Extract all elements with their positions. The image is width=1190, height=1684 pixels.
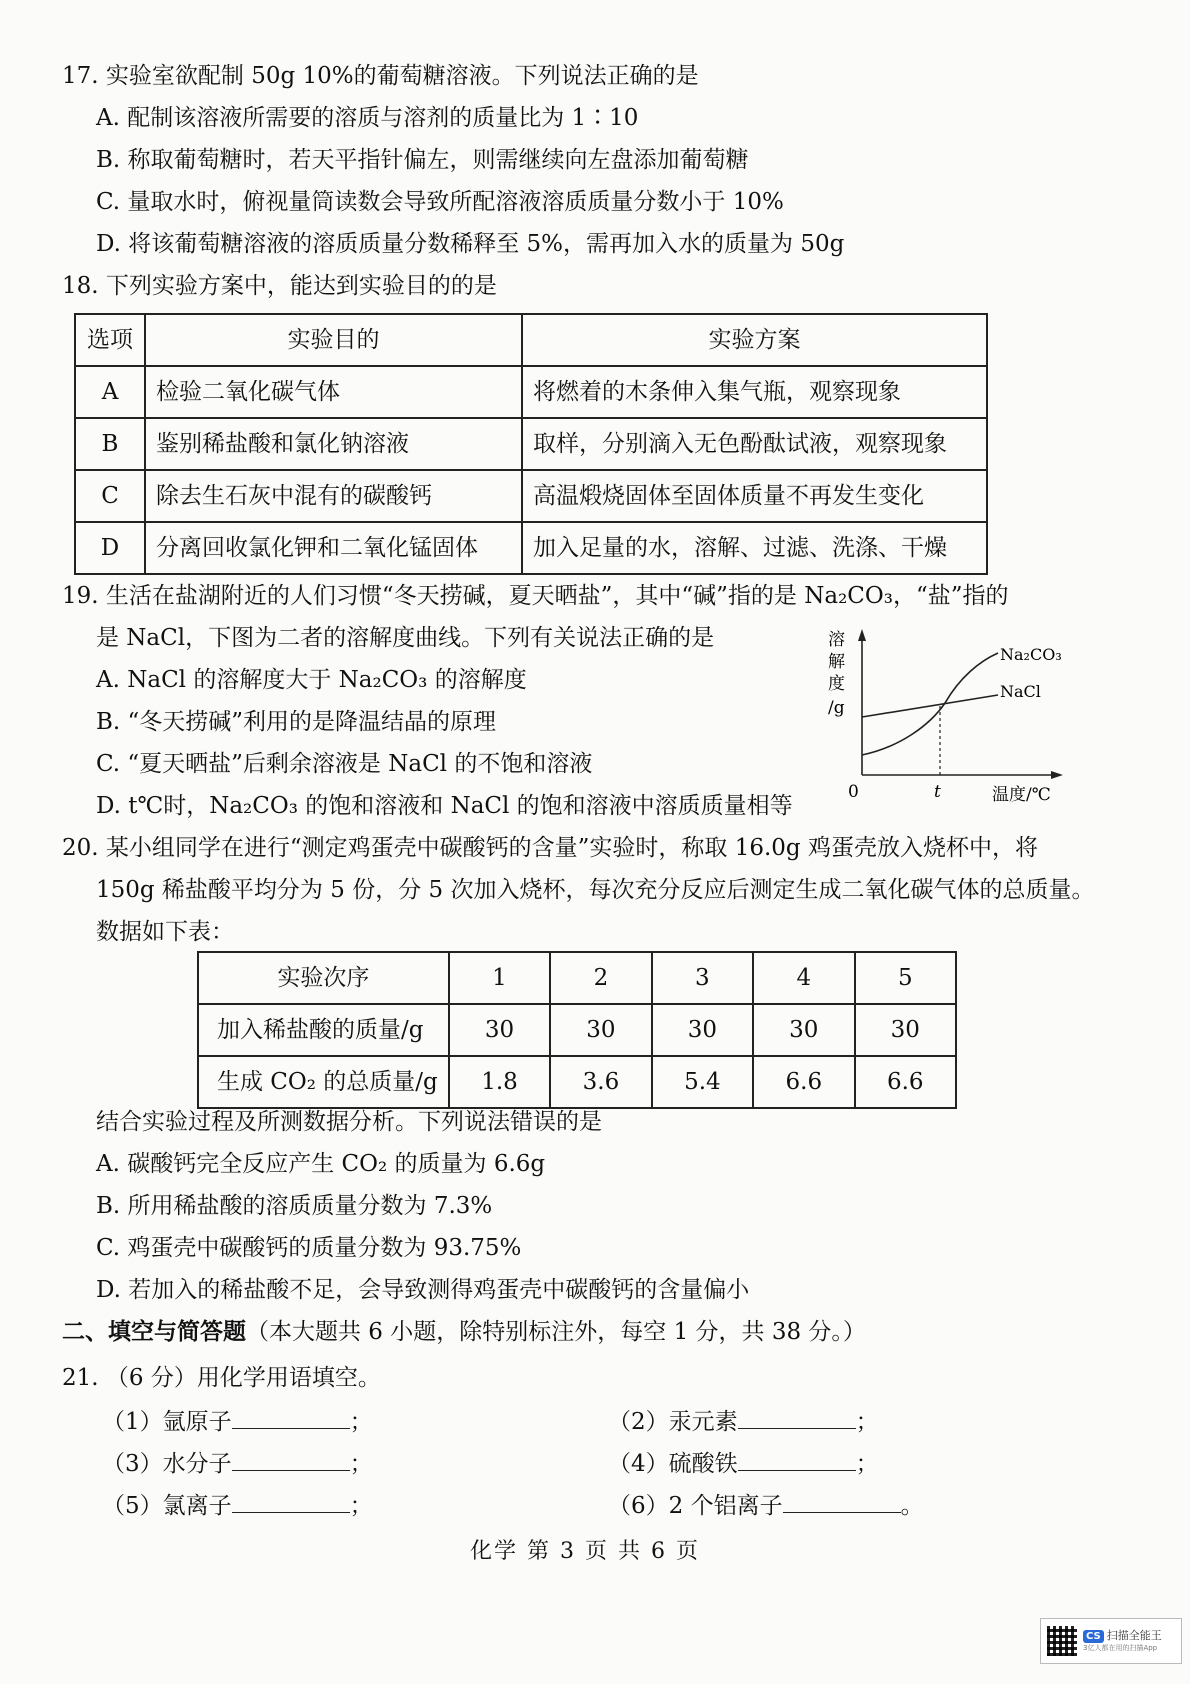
q21-item-label: （4）硫酸铁 [608, 1451, 738, 1477]
y-label-char: 度 [828, 674, 845, 694]
table-cell: 高温煅烧固体至固体质量不再发生变化 [522, 470, 987, 522]
q21-item-5 [102, 1490, 373, 1521]
q20-option-d: D. 若加入的稀盐酸不足，会导致测得鸡蛋壳中碳酸钙的含量偏小 [96, 1277, 750, 1303]
table-header: 实验次序 [198, 952, 449, 1004]
section-heading [62, 1318, 866, 1347]
table-cell: C [75, 470, 145, 522]
table-row [198, 952, 956, 1004]
table-header: 加入稀盐酸的质量/g [198, 1004, 449, 1056]
answer-blank[interactable] [783, 1490, 901, 1513]
table-cell: 30 [855, 1004, 956, 1056]
q17-option-a: A. 配制该溶液所需要的溶质与溶剂的质量比为 1∶10 [96, 105, 639, 131]
q21-item-end: ； [349, 1493, 373, 1519]
y-label-char: 解 [828, 652, 845, 672]
q20-option-c: C. 鸡蛋壳中碳酸钙的质量分数为 93.75% [96, 1235, 522, 1261]
page-footer: 化学 第 3 页 共 6 页 [470, 1539, 700, 1564]
y-label-char: 溶 [828, 630, 845, 650]
q19-option-b: B. “冬天捞碱”利用的是降温结晶的原理 [96, 709, 497, 735]
cs-logo-icon: CS [1083, 1630, 1104, 1643]
q19-option-a: A. NaCl 的溶解度大于 Na₂CO₃ 的溶解度 [96, 667, 527, 693]
q21-item-6 [608, 1490, 924, 1521]
q21-item-label: （3）水分子 [102, 1451, 232, 1477]
table-cell: B [75, 418, 145, 470]
q21-item-end: ； [855, 1409, 879, 1435]
q21-item-3 [102, 1448, 373, 1479]
table-cell: 将燃着的木条伸入集气瓶，观察现象 [522, 366, 987, 418]
nacl-curve [862, 695, 998, 717]
table-cell: 取样，分别滴入无色酚酞试液，观察现象 [522, 418, 987, 470]
table-cell: D [75, 522, 145, 574]
table-header: 实验目的 [145, 314, 522, 366]
q20-stem-line2: 150g 稀盐酸平均分为 5 份，分 5 次加入烧杯，每次充分反应后测定生成二氧化碳气体的总质量。 [96, 877, 1095, 903]
q19-stem-line2: 是 NaCl，下图为二者的溶解度曲线。下列有关说法正确的是 [96, 625, 715, 651]
t-label: t [934, 782, 941, 802]
q21-item-label: （1）氩原子 [102, 1409, 232, 1435]
table-cell: 2 [550, 952, 651, 1004]
table-row [75, 470, 987, 522]
table-row [75, 314, 987, 366]
q19-option-d: D. t℃时，Na₂CO₃ 的饱和溶液和 NaCl 的饱和溶液中溶质质量相等 [96, 793, 793, 819]
q20-stem-line1: 20. 某小组同学在进行“测定鸡蛋壳中碳酸钙的含量”实验时，称取 16.0g 鸡蛋壳放入烧杯中，将 [62, 835, 1038, 861]
q21-item-end: ； [855, 1451, 879, 1477]
q18-table [74, 313, 988, 575]
table-row [198, 1004, 956, 1056]
q21-stem: 21. （6 分）用化学用语填空。 [62, 1365, 381, 1391]
origin-label: 0 [848, 782, 859, 802]
scanner-watermark [1040, 1618, 1182, 1664]
table-header: 选项 [75, 314, 145, 366]
q20-option-b: B. 所用稀盐酸的溶质质量分数为 7.3% [96, 1193, 493, 1219]
table-cell: 3 [652, 952, 753, 1004]
answer-blank[interactable] [232, 1490, 350, 1513]
table-header: 生成 CO₂ 的总质量/g [198, 1056, 449, 1108]
q17-stem: 17. 实验室欲配制 50g 10%的葡萄糖溶液。下列说法正确的是 [62, 63, 699, 89]
y-label-char: /g [828, 698, 845, 718]
section-title: 二、填空与简答题 [62, 1318, 246, 1345]
q21-item-end: ； [349, 1409, 373, 1435]
q18-stem: 18. 下列实验方案中，能达到实验目的的是 [62, 273, 497, 299]
q21-item-label: （2）汞元素 [608, 1409, 738, 1435]
stamp-subtitle: 3亿人都在用的扫描App [1083, 1643, 1158, 1652]
x-axis-arrow [1051, 771, 1063, 779]
q19-stem-line1: 19. 生活在盐湖附近的人们习惯“冬天捞碱，夏天晒盐”，其中“碱”指的是 Na₂CO₃，“盐”指的 [62, 583, 1009, 609]
table-cell: 3.6 [550, 1056, 651, 1108]
table-cell: 30 [550, 1004, 651, 1056]
q17-option-c: C. 量取水时，俯视量筒读数会导致所配溶液溶质质量分数小于 10% [96, 189, 784, 215]
answer-blank[interactable] [738, 1448, 856, 1471]
q17-option-d: D. 将该葡萄糖溶液的溶质质量分数稀释至 5%，需再加入水的质量为 50g [96, 231, 845, 257]
table-cell: 鉴别稀盐酸和氯化钠溶液 [145, 418, 522, 470]
answer-blank[interactable] [232, 1406, 350, 1429]
table-cell: 4 [753, 952, 854, 1004]
table-cell: 分离回收氯化钾和二氧化锰固体 [145, 522, 522, 574]
qr-code-icon [1047, 1626, 1077, 1656]
q21-item-end: 。 [900, 1493, 924, 1519]
series-label-na2co3: Na₂CO₃ [1000, 645, 1062, 664]
q17-option-b: B. 称取葡萄糖时，若天平指针偏左，则需继续向左盘添加葡萄糖 [96, 147, 749, 173]
solubility-curve-diagram [820, 625, 1080, 805]
table-cell: 6.6 [753, 1056, 854, 1108]
x-axis-label: 温度/℃ [992, 785, 1051, 805]
table-header: 实验方案 [522, 314, 987, 366]
table-cell: 30 [449, 1004, 550, 1056]
table-row [198, 1056, 956, 1108]
table-cell: A [75, 366, 145, 418]
na2co3-curve [862, 653, 998, 755]
q20-table [197, 951, 957, 1109]
table-cell: 6.6 [855, 1056, 956, 1108]
q21-item-end: ； [349, 1451, 373, 1477]
table-cell: 30 [753, 1004, 854, 1056]
series-label-nacl: NaCl [1000, 682, 1041, 701]
q21-item-label: （5）氯离子 [102, 1493, 232, 1519]
q21-item-1 [102, 1406, 373, 1437]
y-axis-arrow [858, 629, 866, 641]
q20-stem-line3: 数据如下表： [96, 919, 234, 945]
table-cell: 1.8 [449, 1056, 550, 1108]
q19-option-c: C. “夏天晒盐”后剩余溶液是 NaCl 的不饱和溶液 [96, 751, 593, 777]
table-cell: 5.4 [652, 1056, 753, 1108]
stamp-title: 扫描全能王 [1106, 1629, 1162, 1643]
q20-follow-up: 结合实验过程及所测数据分析。下列说法错误的是 [96, 1109, 602, 1135]
answer-blank[interactable] [232, 1448, 350, 1471]
table-cell: 加入足量的水，溶解、过滤、洗涤、干燥 [522, 522, 987, 574]
table-cell: 5 [855, 952, 956, 1004]
q20-option-a: A. 碳酸钙完全反应产生 CO₂ 的质量为 6.6g [96, 1151, 546, 1177]
q21-item-label: （6）2 个铝离子 [608, 1493, 783, 1519]
table-row [75, 366, 987, 418]
answer-blank[interactable] [738, 1406, 856, 1429]
q21-item-4 [608, 1448, 879, 1479]
table-cell: 30 [652, 1004, 753, 1056]
table-row [75, 418, 987, 470]
q21-item-2 [608, 1406, 879, 1437]
table-cell: 检验二氧化碳气体 [145, 366, 522, 418]
table-cell: 除去生石灰中混有的碳酸钙 [145, 470, 522, 522]
table-cell: 1 [449, 952, 550, 1004]
section-note: （本大题共 6 小题，除特别标注外，每空 1 分，共 38 分。） [246, 1319, 866, 1345]
table-row [75, 522, 987, 574]
